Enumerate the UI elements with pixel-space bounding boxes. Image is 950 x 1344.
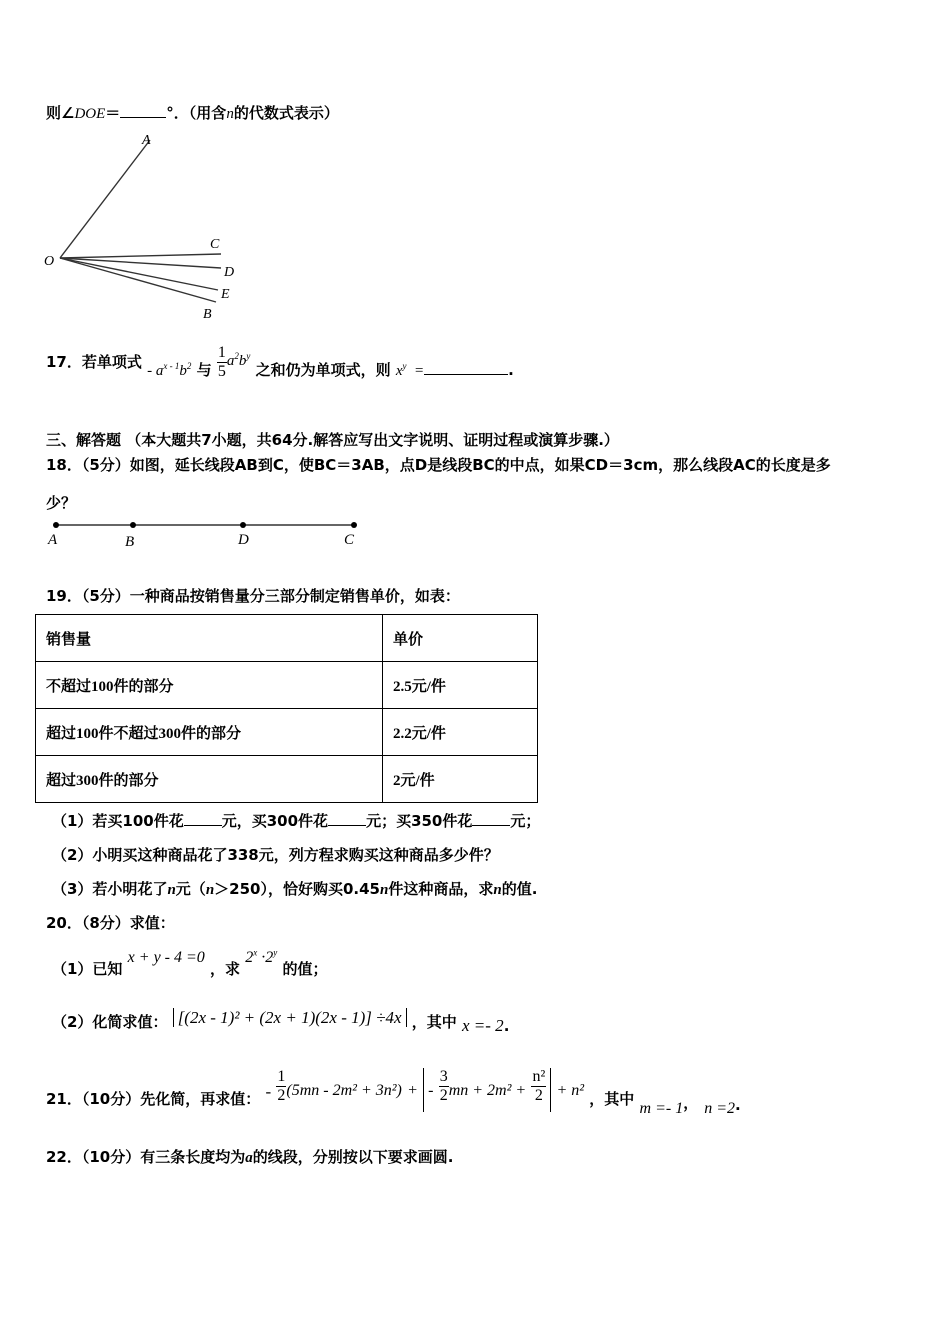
figure-segment-abdc	[44, 514, 364, 550]
question-19-intro: 19．（5分）一种商品按销售量分三部分制定销售单价，如表：	[46, 587, 460, 605]
ray-oc	[60, 254, 221, 258]
table-cell: 2.2元/件	[383, 709, 538, 756]
question-19-part1: （1）若买100件花 元，买300件花 元；买350件花 元；	[52, 812, 541, 830]
header-cell: 单价	[383, 615, 538, 662]
q16-answer-line: 则∠DOE＝ °．（用含n的代数式表示）	[46, 104, 339, 122]
table-cell: 2.5元/件	[383, 662, 538, 709]
ray-oa	[60, 140, 150, 258]
answer-blank	[120, 103, 166, 118]
fraction-n-squared-half: $\frac{\text{n²}}{2}$	[532, 1068, 546, 1104]
bracket-group: - $\frac{3}{2}$ mn + 2m² + $\frac{\text{n²}}{2}$	[423, 1068, 551, 1112]
question-18-line1: 18．（5分）如图，延长线段AB到C，使BC＝3AB，点D是线段BC的中点，如果CD＝3cm，那么线段AC的长度是多	[46, 456, 831, 474]
label-a: A	[142, 133, 151, 148]
point-c	[351, 522, 357, 528]
ray-ob	[60, 258, 216, 302]
question-17: 17．若单项式 - $a^{x - 1}b^2$ 与 $\frac{1}{5}$ $a^2b^y$ 之和仍为单项式，则 $x^y$ = .	[46, 344, 514, 380]
table-cell: 超过300件的部分	[36, 756, 383, 803]
answer-blank	[424, 360, 508, 375]
table-cell: 超过100件不超过300件的部分	[36, 709, 383, 756]
label-c: C	[344, 532, 355, 548]
table-cell: 不超过100件的部分	[36, 662, 383, 709]
question-20-part1: （1）已知 x + y - 4 =0 ，求 $2^x \cdot 2^y$ 的值；	[52, 947, 328, 978]
label-c: C	[210, 237, 220, 252]
price-table	[35, 614, 538, 803]
point-b	[130, 522, 136, 528]
header-cell: 销售量	[36, 615, 383, 662]
question-19-part2: （2）小明买这种商品花了338元，列方程求购买这种商品多少件？	[52, 846, 499, 864]
table-row	[36, 662, 538, 709]
table-cell: 2元/件	[383, 756, 538, 803]
label-d: D	[238, 532, 249, 548]
table-row	[36, 709, 538, 756]
label-d: D	[224, 265, 235, 280]
section-heading: 三、解答题 （本大题共7小题，共64分.解答应写出文字说明、证明过程或演算步骤.）	[46, 431, 619, 449]
figure-angle-rays	[38, 128, 253, 323]
fraction-three-halves: $\frac{3}{2}$	[439, 1068, 448, 1104]
table-row	[36, 756, 538, 803]
table-header-row	[36, 615, 538, 662]
question-20-head: 20．（8分）求值：	[46, 914, 175, 932]
point-a	[53, 522, 59, 528]
fraction-one-half: $\frac{1}{2}$	[277, 1068, 286, 1104]
point-d	[240, 522, 246, 528]
label-e: E	[221, 287, 230, 302]
question-19-part3: （3）若小明花了n元（n＞250），恰好购买0.45n件这种商品，求n的值.	[52, 880, 538, 898]
label-o: O	[44, 254, 55, 269]
label-b: B	[203, 307, 212, 322]
label-b: B	[125, 534, 135, 550]
question-18-line2: 少？	[46, 494, 77, 512]
angle-name: DOE	[74, 106, 106, 122]
question-22: 22．（10分）有三条长度均为a的线段，分别按以下要求画圆.	[46, 1148, 454, 1166]
question-20-part2: （2）化简求值： [(2x - 1)² + (2x + 1)(2x - 1)] ÷4x ，其中 x =- 2.	[52, 1008, 510, 1035]
fraction-one-fifth: $\frac{1}{5}$	[217, 344, 226, 380]
question-21: 21．（10分）先化简，再求值： - $\frac{1}{2}$ (5mn - 2m² + 3n²) + - $\frac{3}{2}$ mn + 2m² + $\frac{\text{n²}}{2}$ + n² ，其中 m =- 1， n =2.	[46, 1068, 741, 1117]
label-a: A	[48, 532, 58, 548]
